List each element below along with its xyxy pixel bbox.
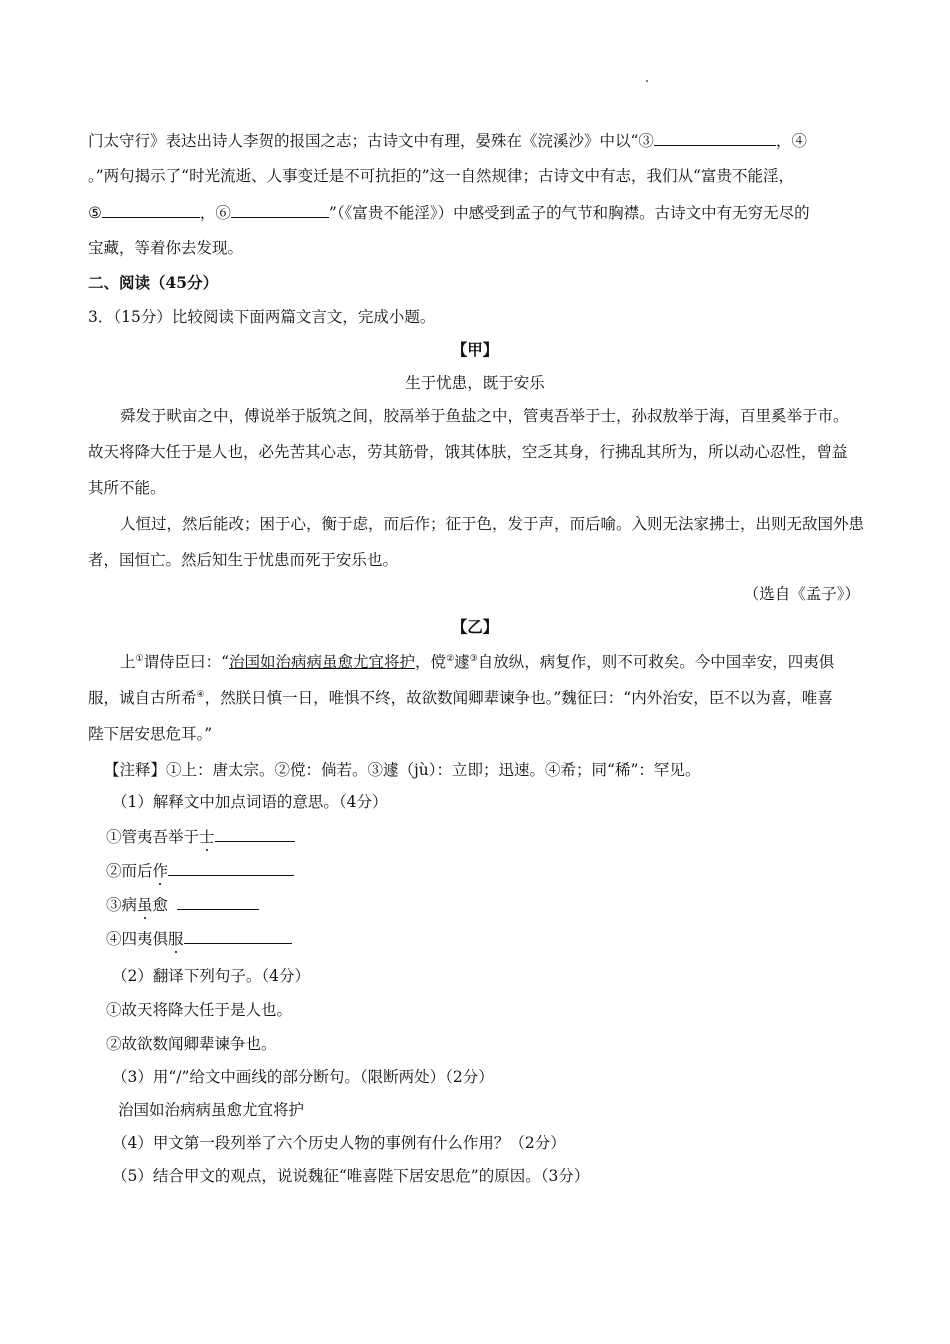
text-a-line: 人恒过，然后能改；困于心，衡于虑，而后作；征于色，发于声，而后喻。入则无法家拂士，出则无敌国外患 xyxy=(120,515,865,533)
sub-question-item: ①故天将降大任于是人也。 xyxy=(106,1001,293,1019)
answer-blank-3[interactable] xyxy=(654,130,776,146)
text-b-label: 【乙】 xyxy=(451,617,499,636)
text-b-line: 服，诚自古所希④，然朕日慎一日，唯惧不终，故欲数闻卿辈谏争也。”魏征曰：“内外治安，臣不以为喜，唯喜 xyxy=(88,689,833,707)
text-a-line: 舜发于畎亩之中，傅说举于版筑之间，胶鬲举于鱼盐之中，管夷吾举于士，孙叔敖举于海，百里奚举于市。 xyxy=(120,407,849,425)
text-a-title: 生于忧患，既于安乐 xyxy=(405,374,545,392)
text-a-label: 【甲】 xyxy=(451,340,499,359)
answer-blank[interactable] xyxy=(177,894,259,910)
answer-blank[interactable] xyxy=(184,928,292,944)
sub-question-4: （4）甲文第一段列举了六个历史人物的事例有什么作用？（2分） xyxy=(112,1134,566,1152)
text-a-line: 故天将降大任于是人也，必先苦其心志，劳其筋骨，饿其体肤，空乏其身，行拂乱其所为，所以动心忍性，曾益 xyxy=(88,443,848,461)
paragraph-line: 门太守行》表达出诗人李贺的报国之志；古诗文中有理，晏殊在《浣溪沙》中以“③ ，④ xyxy=(88,132,807,150)
sub-question-item: ②而后作 xyxy=(106,860,294,881)
sub-question-1: （1）解释文中加点词语的意思。（4分） xyxy=(112,793,388,811)
answer-blank[interactable] xyxy=(215,826,295,842)
paragraph-line: ⑤ ，⑥ ”（《富贵不能淫》）中感受到孟子的气节和胸襟。古诗文中有无穷无尽的 xyxy=(88,204,810,222)
sub-question-item: 治国如治病病虽愈尤宜将护 xyxy=(118,1101,305,1119)
text-a-line: 者，国恒亡。然后知生于忧患而死于安乐也。 xyxy=(88,551,399,569)
answer-blank-6[interactable] xyxy=(231,202,329,218)
section-heading: 二、阅读（45分） xyxy=(88,273,219,292)
sub-question-item: ④四夷俱服 xyxy=(106,928,292,949)
sub-question-2: （2）翻译下列句子。（4分） xyxy=(112,967,310,985)
text-a-source: （选自《孟子》） xyxy=(743,585,860,603)
text-a-line: 其所不能。 xyxy=(88,479,166,497)
annotation-notes: 【注释】①上：唐太宗。②傥：倘若。③遽（jù）：立即；迅速。④希；同“稀”：罕见。 xyxy=(104,761,701,779)
underlined-phrase: 治国如治病病虽愈尤宜将护 xyxy=(229,653,416,671)
text-b-line: 陛下居安思危耳。” xyxy=(88,725,213,743)
sub-question-item: ①管夷吾举于士 xyxy=(106,826,295,847)
question-3-prompt: 3．（15分）比较阅读下面两篇文言文，完成小题。 xyxy=(88,308,436,326)
text-b-line: 上①谓侍臣曰：“治国如治病病虽愈尤宜将护，傥②遽③自放纵，病复作，则不可救矣。今中国幸安，四夷俱 xyxy=(120,653,835,671)
sub-question-item: ②故欲数闻卿辈谏争也。 xyxy=(106,1035,277,1053)
answer-blank-5[interactable] xyxy=(102,202,200,218)
stray-dot-mark xyxy=(646,80,648,82)
sub-question-5: （5）结合甲文的观点，说说魏征“唯喜陛下居安思危”的原因。（3分） xyxy=(112,1167,590,1185)
sub-question-item: ③病虽愈 xyxy=(106,894,259,915)
paragraph-line: 。”两句揭示了“时光流逝、人事变迁是不可抗拒的”这一自然规律；古诗文中有志，我们从“富贵不能淫， xyxy=(88,167,794,185)
sub-question-3: （3）用“/”给文中画线的部分断句。（限断两处）（2分） xyxy=(112,1068,494,1086)
answer-blank[interactable] xyxy=(168,860,294,876)
paragraph-line: 宝藏，等着你去发现。 xyxy=(88,239,244,257)
